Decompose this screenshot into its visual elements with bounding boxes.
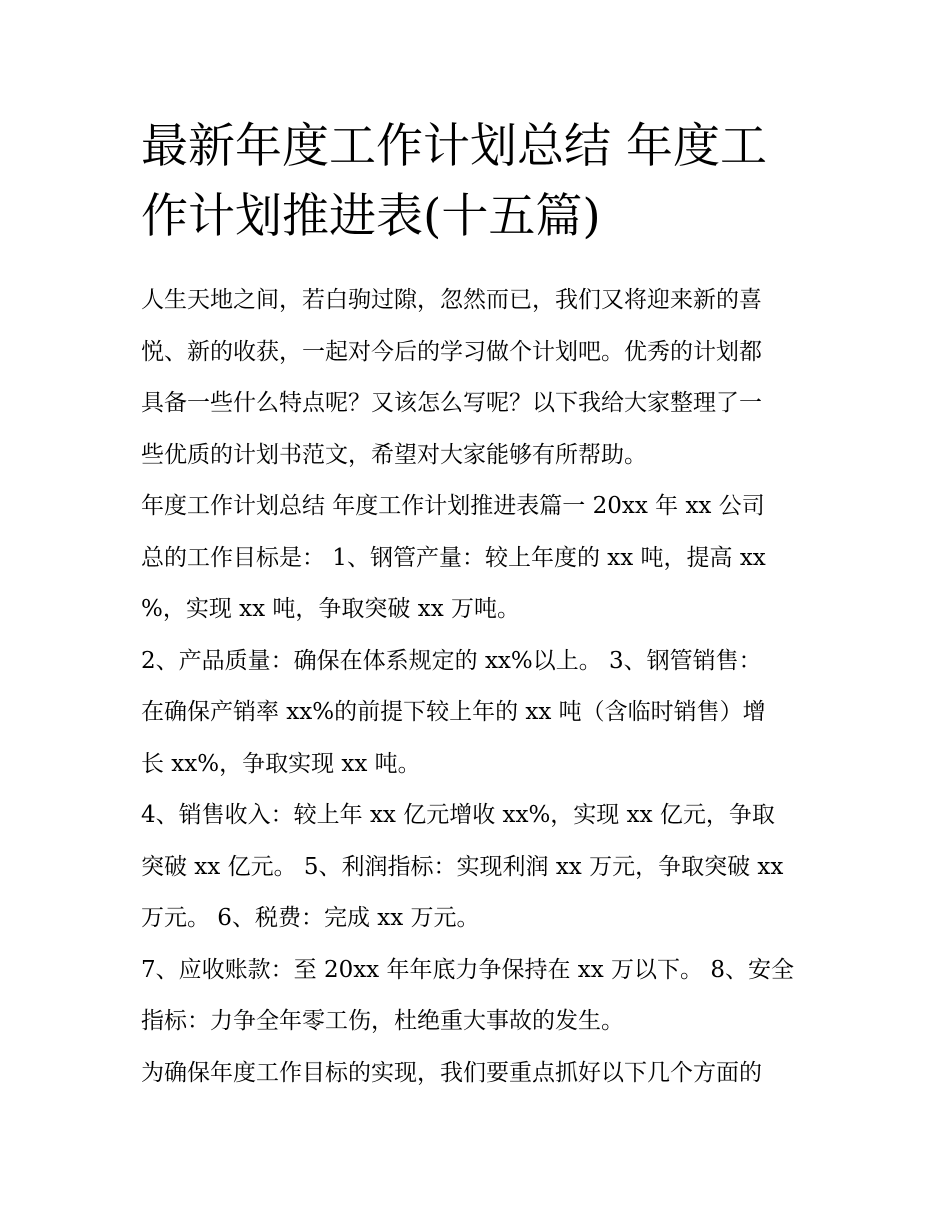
body-line: 指标：力争全年零工伤，杜绝重大事故的发生。 [141, 1008, 624, 1034]
document-title [141, 112, 841, 252]
body-line: 4、销售收入：较上年 xx 亿元增收 xx%，实现 xx 亿元，争取 [141, 802, 775, 828]
body-line: 年度工作计划总结 年度工作计划推进表篇一 20xx 年 xx 公司 [141, 493, 765, 519]
body-line: 人生天地之间，若白驹过隙，忽然而已，我们又将迎来新的喜 [141, 287, 762, 313]
body-line: 为确保年度工作目标的实现，我们要重点抓好以下几个方面的 [141, 1059, 762, 1086]
body-line: 具备一些什么特点呢？又该怎么写呢？以下我给大家整理了一 [141, 390, 762, 416]
document-body [141, 275, 821, 1099]
body-line: 悦、新的收获，一起对今后的学习做个计划吧。优秀的计划都 [141, 338, 762, 365]
body-line: 在确保产销率 xx%的前提下较上年的 xx 吨（含临时销售）增 [141, 699, 766, 725]
body-line: 总的工作目标是： 1、钢管产量：较上年度的 xx 吨，提高 xx [141, 544, 766, 571]
body-line: 7、应收账款：至 20xx 年年底力争保持在 xx 万以下。 8、安全 [141, 956, 794, 983]
body-line: 万元。 6、税费：完成 xx 万元。 [141, 905, 480, 931]
title-line: 作计划推进表(十五篇) [141, 189, 601, 244]
body-line: %，实现 xx 吨，争取突破 xx 万吨。 [141, 596, 520, 622]
body-line: 突破 xx 亿元。 5、利润指标：实现利润 xx 万元，争取突破 xx [141, 853, 784, 880]
title-line: 最新年度工作计划总结 年度工 [141, 119, 767, 174]
body-line: 长 xx%，争取实现 xx 吨。 [141, 750, 421, 777]
body-line: 些优质的计划书范文，希望对大家能够有所帮助。 [141, 441, 647, 468]
body-line: 2、产品质量：确保在体系规定的 xx%以上。 3、钢管销售： [141, 647, 762, 674]
